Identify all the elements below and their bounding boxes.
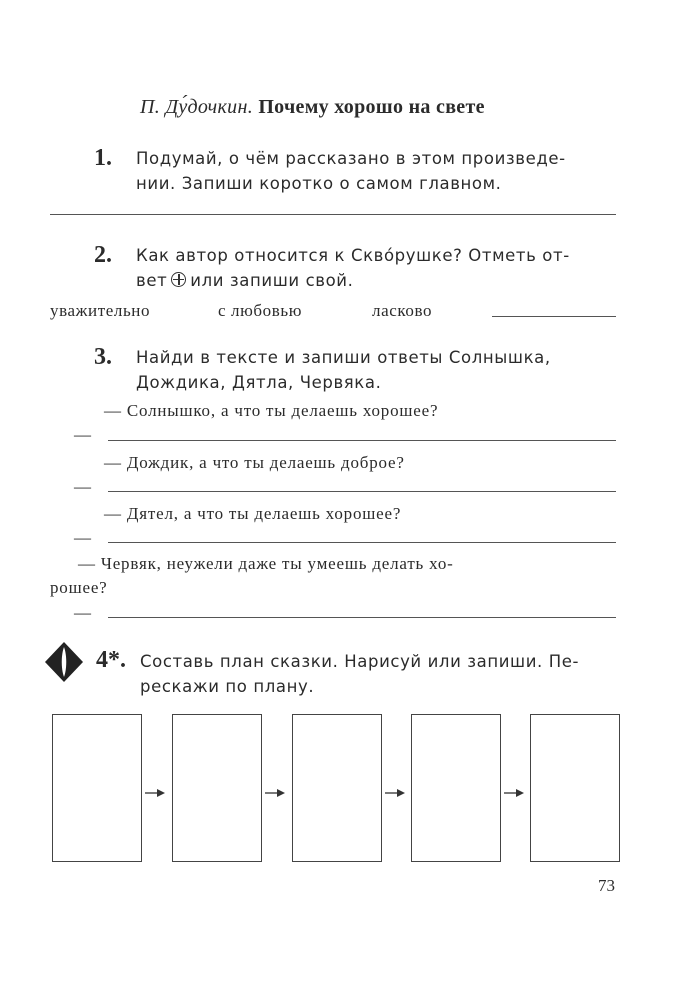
plan-box-2[interactable] xyxy=(172,714,262,862)
question-woodpecker: — Дятел, а что ты делаешь хорошее? xyxy=(104,504,402,523)
answer-dash: — xyxy=(74,528,91,547)
task1-line2: нии. Запиши коротко о самом главном. xyxy=(136,174,502,193)
arrow-right-icon xyxy=(504,788,524,798)
answer-line-rain[interactable] xyxy=(108,491,616,492)
task1-line1: Подумай, о чём рассказано в этом произведе- xyxy=(136,149,566,168)
answer-dash: — xyxy=(74,425,91,444)
task1-answer-line[interactable] xyxy=(50,214,616,215)
question-rain: — Дождик, а что ты делаешь доброе? xyxy=(104,453,405,472)
diamond-marker-icon xyxy=(44,641,84,683)
option-respectfully[interactable]: уважительно xyxy=(50,301,151,320)
title-work: Почему хорошо на свете xyxy=(258,96,485,118)
task4-line2: рескажи по плану. xyxy=(140,677,315,696)
task2-number: 2. xyxy=(94,242,112,268)
task2-line1: Как автор относится к Скво́рушке? Отметь от- xyxy=(136,246,570,265)
circle-plus-icon xyxy=(171,272,186,287)
title-author: П. Ду́дочкин. xyxy=(140,96,254,118)
plan-box-3[interactable] xyxy=(292,714,382,862)
task2-text xyxy=(136,243,570,293)
task4-text xyxy=(140,649,579,699)
page-number: 73 xyxy=(598,876,615,895)
task3-line2: Дождика, Дятла, Червяка. xyxy=(136,373,382,392)
task2-line2-end: или запиши свой. xyxy=(190,271,354,290)
task1-text xyxy=(136,146,566,196)
task1-number: 1. xyxy=(94,145,112,171)
arrow-right-icon xyxy=(265,788,285,798)
question-worm-cont: рошее? xyxy=(50,578,108,597)
task2-line2-start: вет xyxy=(136,271,168,290)
task2-line2 xyxy=(136,268,570,293)
page-title xyxy=(140,96,485,119)
task4-line1: Составь план сказки. Нарисуй или запиши. Пе- xyxy=(140,652,580,671)
task3-line1: Найди в тексте и запиши ответы Солнышка, xyxy=(136,348,551,367)
plan-box-1[interactable] xyxy=(52,714,142,862)
option-with-love[interactable]: с любовью xyxy=(218,301,303,320)
question-worm: — Червяк, неужели даже ты умеешь делать хо- xyxy=(78,554,454,573)
option-own-answer-line[interactable] xyxy=(492,316,616,317)
task3-number: 3. xyxy=(94,344,112,370)
answer-line-woodpecker[interactable] xyxy=(108,542,616,543)
answer-dash: — xyxy=(74,603,91,622)
arrow-right-icon xyxy=(145,788,165,798)
plan-box-4[interactable] xyxy=(411,714,501,862)
task4-number: 4*. xyxy=(96,647,126,673)
task3-text xyxy=(136,345,551,395)
answer-line-worm[interactable] xyxy=(108,617,616,618)
plan-box-5[interactable] xyxy=(530,714,620,862)
arrow-right-icon xyxy=(385,788,405,798)
answer-dash: — xyxy=(74,477,91,496)
option-tenderly[interactable]: ласково xyxy=(372,301,433,320)
question-sun: — Солнышко, а что ты делаешь хорошее? xyxy=(104,401,439,420)
answer-line-sun[interactable] xyxy=(108,440,616,441)
